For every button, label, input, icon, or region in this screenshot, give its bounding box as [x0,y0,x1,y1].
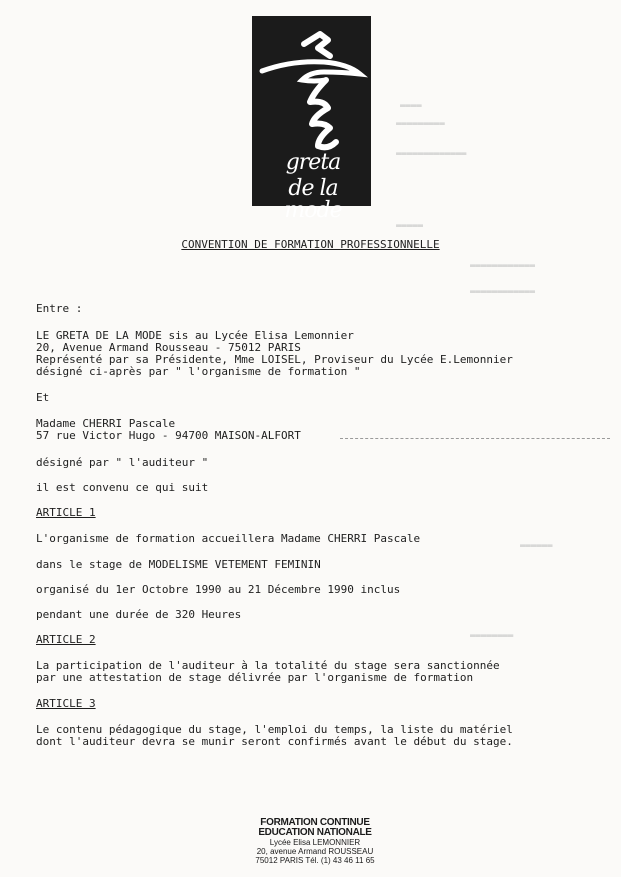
bleed-through-text: ▬▬▬▬▬ [396,221,424,231]
article-1-line2: dans le stage de MODELISME VETEMENT FEMININ [36,558,321,571]
article-3-heading: ARTICLE 3 [36,697,96,710]
article-2-line2: par une attestation de stage délivrée par l'organisme de formation [36,671,474,684]
footer-line5: 75012 PARIS Tél. (1) 43 46 11 65 [255,856,375,865]
article-1-heading: ARTICLE 1 [36,506,96,519]
logo-text-line1: greta [285,150,341,175]
bleed-through-text: ▬▬▬▬ [400,101,422,111]
footer-line2: EDUCATION NATIONALE [258,827,372,838]
article-2-heading: ARTICLE 2 [36,633,96,646]
auditeur-designation: désigné par " l'auditeur " [36,456,209,469]
footer-line4: 20, avenue Armand ROUSSEAU [256,847,374,856]
intro-entre: Entre : [36,302,83,315]
article-1-line1: L'organisme de formation accueillera Madame CHERRI Pascale [36,532,421,545]
bleed-through-text: ▬▬▬▬▬▬ [520,541,553,551]
agreement-intro: il est convenu ce qui suit [36,481,209,494]
auditeur-name: Madame CHERRI Pascale [36,417,176,430]
article-1-line3: organisé du 1er Octobre 1990 au 21 Décembre 1990 inclus [36,583,401,596]
article-1-line4: pendant une durée de 320 Heures [36,608,242,621]
intro-et: Et [36,391,50,404]
bleed-through-text: ▬▬▬▬▬▬▬▬ [470,631,514,641]
organisme-name: LE GRETA DE LA MODE sis au Lycée Elisa Lemonnier [36,329,354,342]
bleed-through-text: ▬▬▬▬▬▬▬▬▬ [396,119,445,129]
bleed-through-text: ▬▬▬▬▬▬▬▬▬▬▬▬ [470,287,536,297]
auditeur-address: 57 rue Victor Hugo - 94700 MAISON-ALFORT [36,429,301,442]
article-3-line2: dont l'auditeur devra se munir seront confirmés avant le début du stage. [36,735,513,748]
organisme-representative: Représenté par sa Présidente, Mme LOISEL, Proviseur du Lycée E.Lemonnier [36,353,513,366]
article-3-line1: Le contenu pédagogique du stage, l'emploi du temps, la liste du matériel [36,723,513,736]
fold-line [340,438,610,439]
organisme-designation: désigné ci-après par " l'organisme de formation " [36,365,361,378]
greta-logo [252,16,371,223]
footer-line1: FORMATION CONTINUE [260,817,370,828]
article-2-line1: La participation de l'auditeur à la totalité du stage sera sanctionnée [36,659,500,672]
footer-line3: Lycée Elisa LEMONNIER [269,838,361,847]
bleed-through-text: ▬▬▬▬▬▬▬▬▬▬▬▬▬ [396,149,467,159]
logo-text-line2: de la mode [284,176,342,223]
document-title: CONVENTION DE FORMATION PROFESSIONNELLE [181,238,440,251]
bleed-through-text: ▬▬▬▬▬▬▬▬▬▬▬▬ [470,261,536,271]
organisme-address: 20, Avenue Armand Rousseau - 75012 PARIS [36,341,301,354]
